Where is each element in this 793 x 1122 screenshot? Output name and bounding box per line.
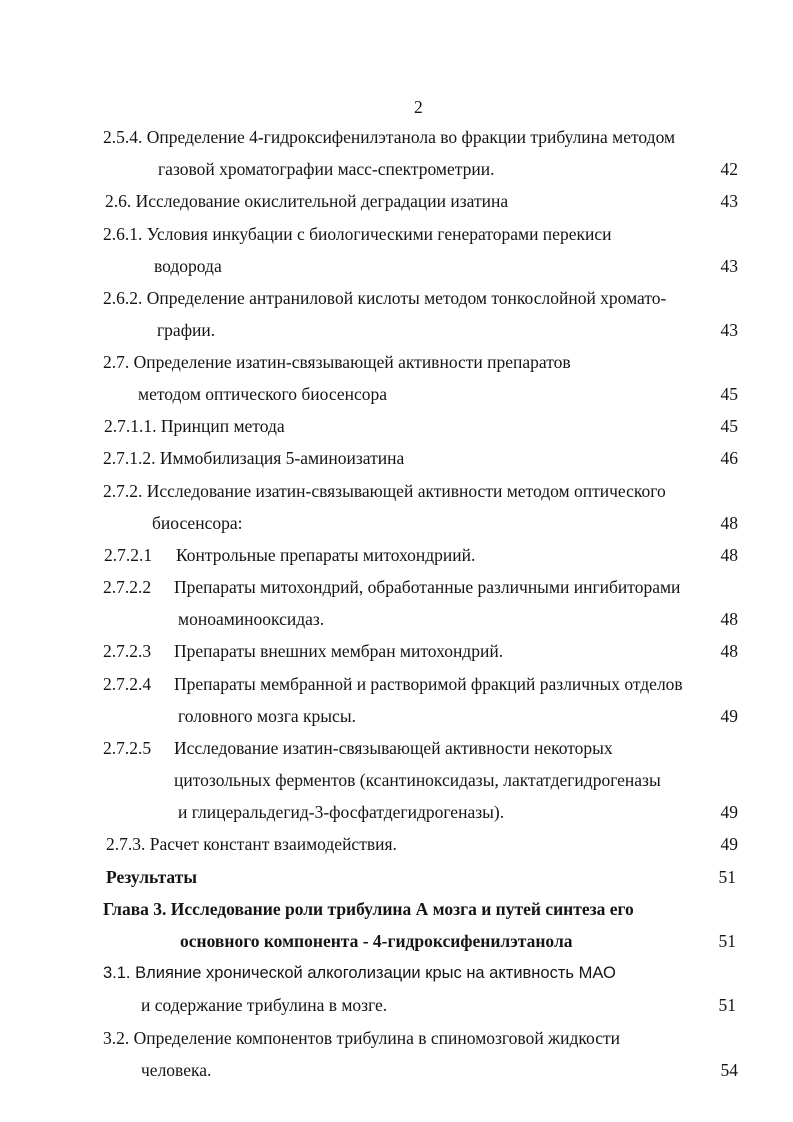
toc-entry-2-7-2-1: Контрольные препараты митохондриий. xyxy=(176,545,476,565)
toc-entry-results: Результаты xyxy=(106,867,197,887)
toc-entry-2-7-page: 45 xyxy=(720,384,738,404)
toc-entry-2-7-2-1-page: 48 xyxy=(720,545,738,565)
toc-entry-2-5-4-line1: 2.5.4. Определение 4-гидроксифенилэтанола во фракции трибулина методом xyxy=(103,127,676,147)
toc-entry-3-2-line2: человека. xyxy=(141,1060,212,1080)
toc-entry-2-5-4-line2: газовой хроматографии масс-спектрометрии. xyxy=(158,159,495,179)
toc-entry-2-7-2-5-line1: Исследование изатин-связывающей активности некоторых xyxy=(174,738,613,758)
toc-entry-chapter-3-page: 51 xyxy=(718,931,736,951)
toc-entry-2-6-1-line1: 2.6.1. Условия инкубации с биологическими генераторами перекиси xyxy=(103,224,612,244)
toc-entry-2-7-2-5-page: 49 xyxy=(720,802,738,822)
toc-entry-2-7-2-4-num: 2.7.2.4 xyxy=(103,674,152,694)
toc-entry-chapter-3-line2: основного компонента - 4-гидроксифенилэтанола xyxy=(180,931,573,951)
toc-entry-2-7-2-5-line2: цитозольных ферментов (ксантиноксидазы, лактатдегидрогеназы xyxy=(174,770,661,790)
toc-entry-results-page: 51 xyxy=(718,867,736,887)
toc-entry-2-7-2-4-line1: Препараты мембранной и растворимой фракций различных отделов xyxy=(174,674,683,694)
toc-entry-3-1-line1: 3.1. Влияние хронической алкоголизации крыс на активность МАО xyxy=(103,964,616,982)
toc-entry-2-5-4-page: 42 xyxy=(720,159,738,179)
toc-entry-2-7-line1: 2.7. Определение изатин-связывающей активности препаратов xyxy=(103,352,571,372)
toc-entry-2-7-1-1-page: 45 xyxy=(720,416,738,436)
toc-entry-2-7-2-3-page: 48 xyxy=(720,641,738,661)
toc-entry-2-7-3-page: 49 xyxy=(720,834,738,854)
toc-entry-2-6-2-line2: графии. xyxy=(157,320,216,340)
toc-entry-2-7-3: 2.7.3. Расчет констант взаимодействия. xyxy=(106,834,397,854)
toc-entry-2-7-2-4-page: 49 xyxy=(720,706,738,726)
toc-entry-2-7-2-2-line2: моноаминооксидаз. xyxy=(178,609,325,629)
toc-entry-2-7-2-1-num: 2.7.2.1 xyxy=(104,545,153,565)
toc-entry-2-7-line2: методом оптического биосенсора xyxy=(138,384,388,404)
toc-entry-chapter-3-line1: Глава 3. Исследование роли трибулина А мозга и путей синтеза его xyxy=(103,899,634,919)
page-number: 2 xyxy=(414,97,423,117)
toc-entry-2-7-1-1: 2.7.1.1. Принцип метода xyxy=(104,416,285,436)
toc-entry-3-2-page: 54 xyxy=(720,1060,738,1080)
toc-entry-2-7-2-3-num: 2.7.2.3 xyxy=(103,641,152,661)
toc-entry-2-7-2-line1: 2.7.2. Исследование изатин-связывающей активности методом оптического xyxy=(103,481,666,501)
toc-entry-3-1-page: 51 xyxy=(718,995,736,1015)
toc-entry-2-6-2-page: 43 xyxy=(720,320,738,340)
toc-entry-2-7-2-page: 48 xyxy=(720,513,738,533)
toc-entry-2-7-2-line2: биосенсора: xyxy=(152,513,243,533)
toc-entry-2-6: 2.6. Исследование окислительной деградации изатина xyxy=(105,191,509,211)
toc-entry-2-6-2-line1: 2.6.2. Определение антраниловой кислоты методом тонкослойной хромато- xyxy=(103,288,667,308)
toc-entry-3-2-line1: 3.2. Определение компонентов трибулина в спиномозговой жидкости xyxy=(103,1028,621,1048)
toc-entry-2-7-1-2: 2.7.1.2. Иммобилизация 5-аминоизатина xyxy=(103,448,405,468)
toc-entry-2-7-2-5-num: 2.7.2.5 xyxy=(103,738,152,758)
toc-entry-2-7-2-5-line3: и глицеральдегид-3-фосфатдегидрогеназы). xyxy=(178,802,505,822)
toc-entry-2-6-1-line2: водорода xyxy=(154,256,222,276)
toc-entry-2-7-2-2-num: 2.7.2.2 xyxy=(103,577,152,597)
toc-entry-2-7-2-4-line2: головного мозга крысы. xyxy=(178,706,356,726)
toc-entry-2-7-2-3: Препараты внешних мембран митохондрий. xyxy=(174,641,504,661)
toc-entry-2-7-1-2-page: 46 xyxy=(720,448,738,468)
toc-entry-2-6-1-page: 43 xyxy=(720,256,738,276)
toc-entry-3-1-line2: и содержание трибулина в мозге. xyxy=(141,995,388,1015)
toc-entry-2-7-2-2-line1: Препараты митохондрий, обработанные различными ингибиторами xyxy=(174,577,681,597)
toc-entry-2-7-2-2-page: 48 xyxy=(720,609,738,629)
toc-entry-2-6-page: 43 xyxy=(720,191,738,211)
